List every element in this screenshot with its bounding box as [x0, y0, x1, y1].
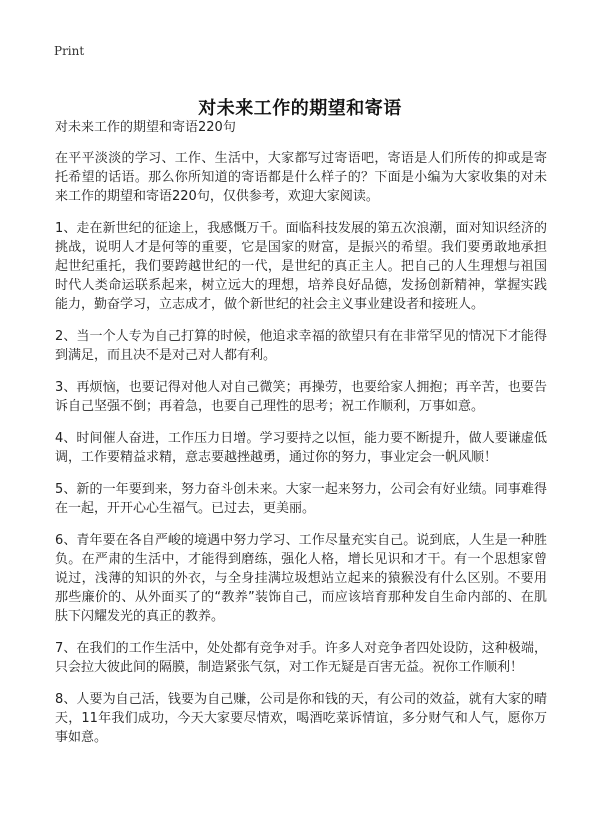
- page-title: 对未来工作的期望和寄语: [198, 98, 402, 120]
- paragraph-item-2: 2、当一个人专为自己打算的时候，他追求幸福的欲望只有在非常罕见的情况下才能得到满足，而且决不是对己对人都有利。: [55, 329, 547, 363]
- paragraph-item-7: 7、在我们的工作生活中，处处都有竞争对手。许多人对竞争者四处设防，这种极端，只会拉大彼此间的隔膜，制造紧张气氛，对工作无疑是百害无益。祝你工作顺利！: [55, 641, 547, 675]
- intro-paragraph: 在平平淡淡的学习、工作、生活中，大家都写过寄语吧，寄语是人们所传的抑或是寄托希望的话语。那么你所知道的寄语都是什么样子的？下面是小编为大家收集的对未来工作的期望和寄语220句，仅供参考，欢迎大家阅读。: [55, 151, 547, 204]
- paragraph-item-8: 8、人要为自己活，钱要为自己赚，公司是你和钱的天，有公司的效益，就有大家的晴天，11年我们成功，今天大家要尽情欢，喝酒吃菜诉情谊，多分财气和人气，愿你万事如意。: [55, 692, 547, 745]
- paragraph-item-4: 4、时间催人奋进，工作压力日增。学习要持之以恒，能力要不断提升，做人要谦虚低调，工作要精益求精，意志要越挫越勇，通过你的努力，事业定会一帆风顺！: [55, 431, 547, 465]
- article-body: [55, 118, 547, 760]
- paragraph-item-1: 1、走在新世纪的征途上，我感慨万千。面临科技发展的第五次浪潮，面对知识经济的挑战，说明人才是何等的重要，它是国家的财富，是振兴的希望。我们要勇敢地承担起世纪重托，我们要跨越世纪的一代，是世纪的真正主人。把自己的人生理想与祖国时代人类命运联系起来，树立远大的理想，培养良好品德，发扬创新精神，掌握实践能力，勤奋学习，立志成才，做个新世纪的社会主义事业建设者和接班人。: [55, 221, 547, 312]
- paragraph-item-5: 5、新的一年要到来，努力奋斗创未来。大家一起来努力，公司会有好业绩。同事难得在一起，开开心心生福气。已过去，更美丽。: [55, 482, 547, 516]
- paragraph-item-3: 3、再烦恼，也要记得对他人对自己微笑；再操劳，也要给家人拥抱；再辛苦，也要告诉自己坚强不倒；再着急，也要自己理性的思考；祝工作顺利，万事如意。: [55, 380, 547, 414]
- print-label: Print: [54, 44, 85, 58]
- paragraph-item-6: 6、青年要在各自严峻的境遇中努力学习、工作尽量充实自己。说到底，人生是一种胜负。在严肃的生活中，才能得到磨练，强化人格，增长见识和才干。有一个思想家曾说过，浅薄的知识的外衣，与全身挂满垃圾想站立起来的猿猴没有什么区别。不要用那些廉价的、从外面买了的“教养”装饰自己，而应该培育那种发自生命内部的、在肌肤下闪耀发光的真正的教养。: [55, 533, 547, 624]
- article-subtitle: 对未来工作的期望和寄语220句: [55, 120, 236, 135]
